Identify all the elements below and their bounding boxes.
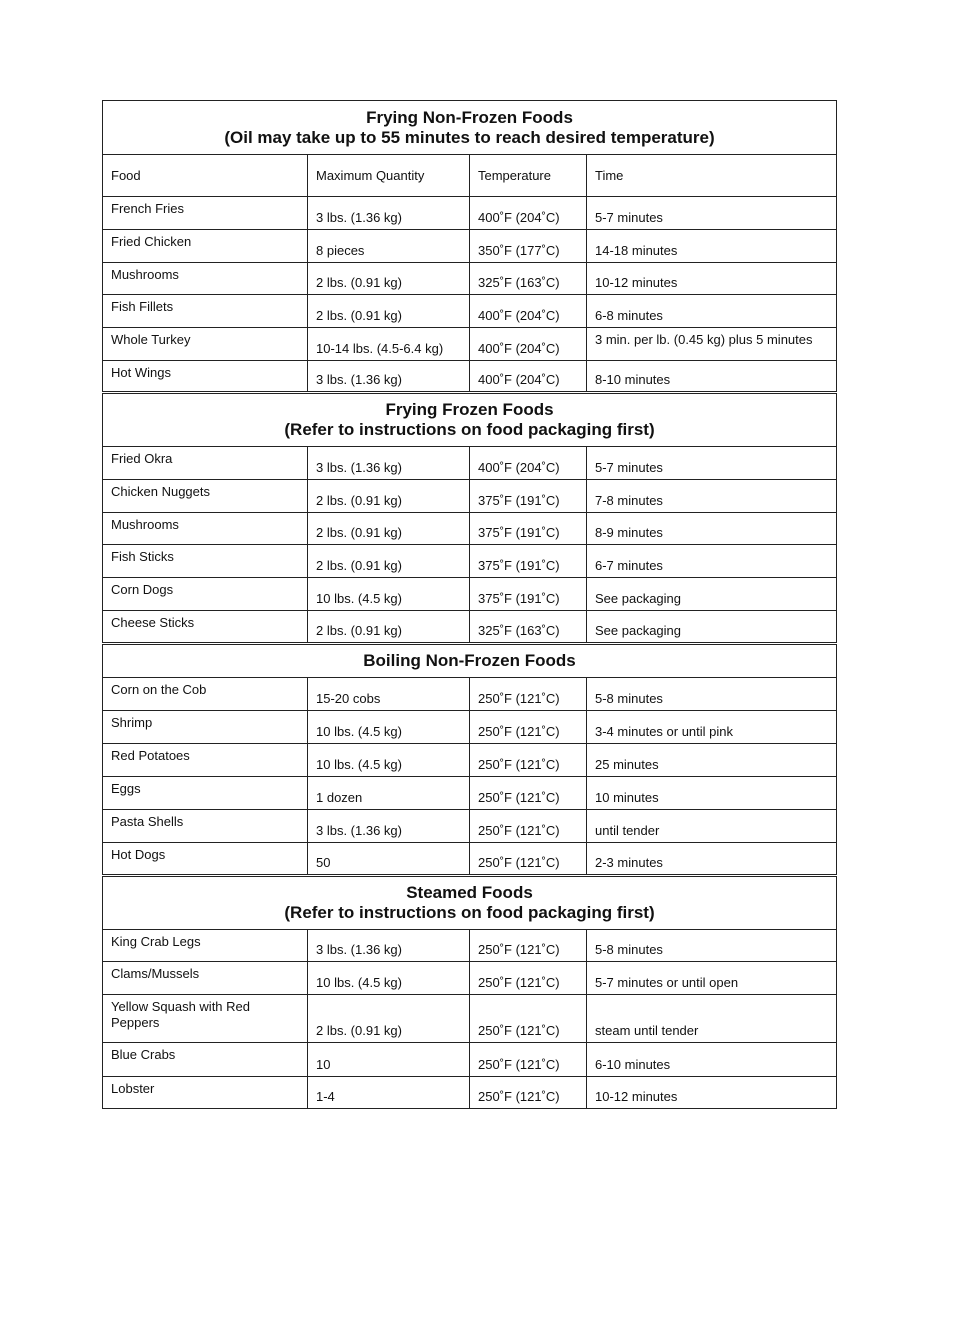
food-cell: Whole Turkey (103, 328, 308, 361)
section-title (103, 876, 837, 930)
temperature-cell: 250˚F (121˚C) (470, 678, 587, 711)
quantity-cell: 10 lbs. (4.5 kg) (308, 711, 470, 744)
quantity-cell: 2 lbs. (0.91 kg) (308, 480, 470, 513)
time-cell: 8-10 minutes (587, 361, 837, 393)
food-cell: Mushrooms (103, 513, 308, 545)
header-quantity: Maximum Quantity (308, 155, 470, 197)
time-cell: 5-8 minutes (587, 678, 837, 711)
food-cell: Hot Wings (103, 361, 308, 393)
temperature-cell: 375˚F (191˚C) (470, 513, 587, 545)
table-row (103, 230, 837, 263)
temperature-cell: 400˚F (204˚C) (470, 295, 587, 328)
food-cell: Fish Sticks (103, 545, 308, 578)
table-row (103, 513, 837, 545)
time-cell: See packaging (587, 578, 837, 611)
table-row (103, 777, 837, 810)
time-cell: 10 minutes (587, 777, 837, 810)
table-row (103, 810, 837, 843)
section-heading: Boiling Non-Frozen Foods (363, 651, 576, 670)
header-temperature: Temperature (470, 155, 587, 197)
food-cell: Eggs (103, 777, 308, 810)
section-subheading: (Refer to instructions on food packaging first) (284, 420, 655, 439)
table-row (103, 361, 837, 393)
temperature-cell: 375˚F (191˚C) (470, 480, 587, 513)
time-cell: 2-3 minutes (587, 843, 837, 876)
temperature-cell: 400˚F (204˚C) (470, 361, 587, 393)
cooking-chart-body (103, 101, 837, 1109)
table-row (103, 611, 837, 644)
table-row (103, 545, 837, 578)
temperature-cell: 400˚F (204˚C) (470, 328, 587, 361)
temperature-cell: 250˚F (121˚C) (470, 744, 587, 777)
temperature-cell: 250˚F (121˚C) (470, 711, 587, 744)
quantity-cell: 15-20 cobs (308, 678, 470, 711)
temperature-cell: 350˚F (177˚C) (470, 230, 587, 263)
time-cell: 3-4 minutes or until pink (587, 711, 837, 744)
food-cell: Fish Fillets (103, 295, 308, 328)
section-title-row (103, 876, 837, 930)
time-cell: 5-7 minutes or until open (587, 962, 837, 995)
time-cell: 14-18 minutes (587, 230, 837, 263)
temperature-cell: 250˚F (121˚C) (470, 777, 587, 810)
temperature-cell: 250˚F (121˚C) (470, 930, 587, 962)
time-cell: 6-8 minutes (587, 295, 837, 328)
quantity-cell: 2 lbs. (0.91 kg) (308, 263, 470, 295)
table-row (103, 295, 837, 328)
quantity-cell: 2 lbs. (0.91 kg) (308, 295, 470, 328)
quantity-cell: 50 (308, 843, 470, 876)
food-cell: Lobster (103, 1077, 308, 1109)
time-cell: 25 minutes (587, 744, 837, 777)
temperature-cell: 400˚F (204˚C) (470, 197, 587, 230)
section-heading: Steamed Foods (406, 883, 533, 902)
table-row (103, 678, 837, 711)
section-title (103, 393, 837, 447)
table-row (103, 263, 837, 295)
quantity-cell: 3 lbs. (1.36 kg) (308, 361, 470, 393)
temperature-cell: 250˚F (121˚C) (470, 1077, 587, 1109)
table-row (103, 328, 837, 361)
table-row (103, 578, 837, 611)
cooking-chart-table (102, 100, 837, 1109)
temperature-cell: 400˚F (204˚C) (470, 447, 587, 480)
food-cell: Mushrooms (103, 263, 308, 295)
time-cell: 6-7 minutes (587, 545, 837, 578)
column-header-row (103, 155, 837, 197)
temperature-cell: 250˚F (121˚C) (470, 995, 587, 1043)
quantity-cell: 3 lbs. (1.36 kg) (308, 447, 470, 480)
food-cell: Clams/Mussels (103, 962, 308, 995)
quantity-cell: 2 lbs. (0.91 kg) (308, 545, 470, 578)
temperature-cell: 325˚F (163˚C) (470, 611, 587, 644)
food-cell: Corn Dogs (103, 578, 308, 611)
food-cell: French Fries (103, 197, 308, 230)
section-title (103, 101, 837, 155)
table-row (103, 1077, 837, 1109)
food-cell: Red Potatoes (103, 744, 308, 777)
food-cell: Fried Chicken (103, 230, 308, 263)
time-cell: 7-8 minutes (587, 480, 837, 513)
time-cell: until tender (587, 810, 837, 843)
food-cell: Shrimp (103, 711, 308, 744)
food-cell: Corn on the Cob (103, 678, 308, 711)
section-title-row (103, 393, 837, 447)
quantity-cell: 2 lbs. (0.91 kg) (308, 513, 470, 545)
quantity-cell: 3 lbs. (1.36 kg) (308, 930, 470, 962)
table-row (103, 962, 837, 995)
time-cell: 6-10 minutes (587, 1043, 837, 1077)
section-heading: Frying Non-Frozen Foods (366, 107, 573, 127)
table-row (103, 1043, 837, 1077)
food-cell: King Crab Legs (103, 930, 308, 962)
section-subheading: (Oil may take up to 55 minutes to reach desired temperature) (224, 127, 715, 147)
quantity-cell: 8 pieces (308, 230, 470, 263)
table-row (103, 843, 837, 876)
quantity-cell: 10 lbs. (4.5 kg) (308, 578, 470, 611)
quantity-cell: 3 lbs. (1.36 kg) (308, 197, 470, 230)
temperature-cell: 375˚F (191˚C) (470, 545, 587, 578)
time-cell: 5-7 minutes (587, 197, 837, 230)
food-cell: Yellow Squash with Red Peppers (103, 995, 308, 1043)
temperature-cell: 250˚F (121˚C) (470, 843, 587, 876)
time-cell: 5-7 minutes (587, 447, 837, 480)
table-row (103, 480, 837, 513)
section-heading: Frying Frozen Foods (385, 400, 554, 419)
time-cell: steam until tender (587, 995, 837, 1043)
quantity-cell: 1 dozen (308, 777, 470, 810)
time-cell: 10-12 minutes (587, 1077, 837, 1109)
quantity-cell: 10-14 lbs. (4.5-6.4 kg) (308, 328, 470, 361)
temperature-cell: 250˚F (121˚C) (470, 962, 587, 995)
section-title (103, 644, 837, 678)
section-subheading: (Refer to instructions on food packaging first) (284, 903, 655, 922)
time-cell: See packaging (587, 611, 837, 644)
quantity-cell: 10 lbs. (4.5 kg) (308, 744, 470, 777)
quantity-cell: 10 (308, 1043, 470, 1077)
temperature-cell: 250˚F (121˚C) (470, 1043, 587, 1077)
time-cell: 3 min. per lb. (0.45 kg) plus 5 minutes (587, 328, 837, 361)
food-cell: Chicken Nuggets (103, 480, 308, 513)
time-cell: 5-8 minutes (587, 930, 837, 962)
section-title-row (103, 644, 837, 678)
quantity-cell: 10 lbs. (4.5 kg) (308, 962, 470, 995)
quantity-cell: 1-4 (308, 1077, 470, 1109)
section-title-row (103, 101, 837, 155)
table-row (103, 995, 837, 1043)
quantity-cell: 3 lbs. (1.36 kg) (308, 810, 470, 843)
table-row (103, 197, 837, 230)
quantity-cell: 2 lbs. (0.91 kg) (308, 611, 470, 644)
food-cell: Hot Dogs (103, 843, 308, 876)
temperature-cell: 325˚F (163˚C) (470, 263, 587, 295)
table-row (103, 711, 837, 744)
temperature-cell: 375˚F (191˚C) (470, 578, 587, 611)
table-row (103, 930, 837, 962)
table-row (103, 744, 837, 777)
time-cell: 10-12 minutes (587, 263, 837, 295)
food-cell: Cheese Sticks (103, 611, 308, 644)
time-cell: 8-9 minutes (587, 513, 837, 545)
header-time: Time (587, 155, 837, 197)
quantity-cell: 2 lbs. (0.91 kg) (308, 995, 470, 1043)
food-cell: Pasta Shells (103, 810, 308, 843)
header-food: Food (103, 155, 308, 197)
food-cell: Blue Crabs (103, 1043, 308, 1077)
temperature-cell: 250˚F (121˚C) (470, 810, 587, 843)
food-cell: Fried Okra (103, 447, 308, 480)
table-row (103, 447, 837, 480)
